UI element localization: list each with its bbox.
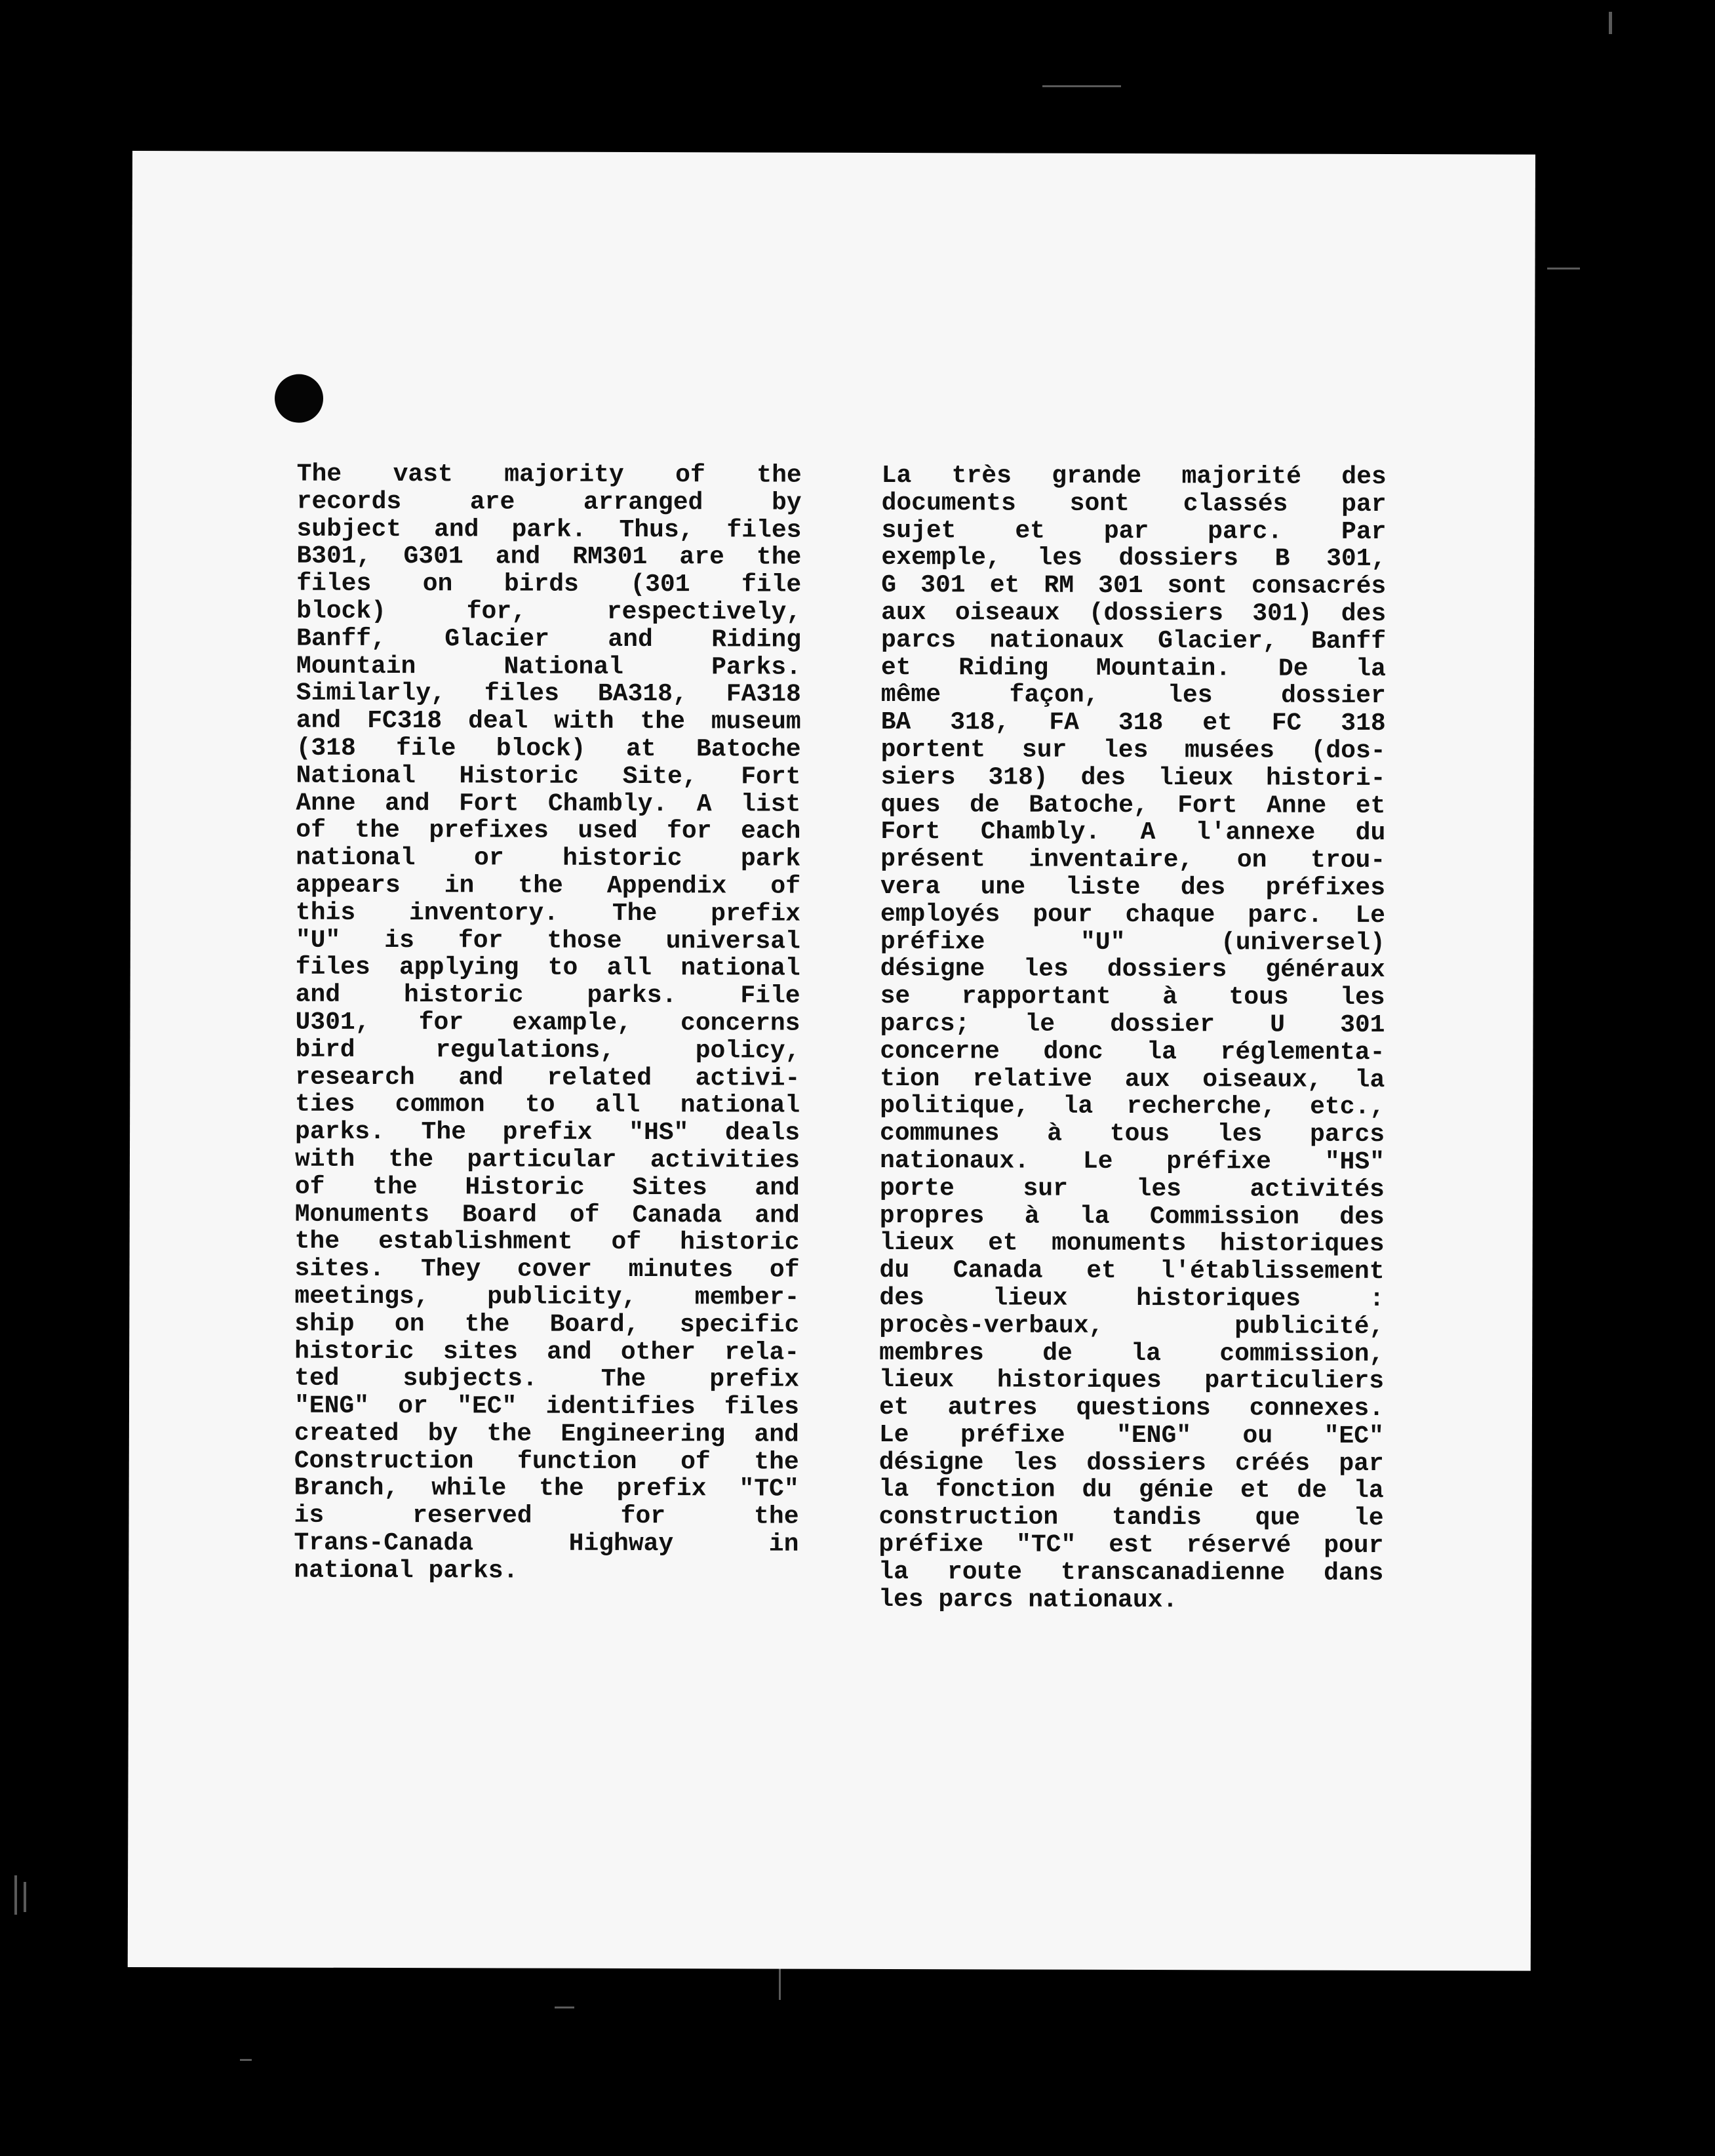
text-line: and FC318 deal with the museum (296, 706, 801, 736)
text-line: désigne les dossiers généraux (880, 955, 1385, 985)
text-line: Anne and Fort Chambly. A list (296, 789, 801, 819)
text-line: Fort Chambly. A l'annexe du (880, 818, 1386, 848)
text-line: et Riding Mountain. De la (880, 653, 1386, 683)
text-line: sites. They cover minutes of (294, 1254, 800, 1285)
text-line: B301, G301 and RM301 are the (296, 542, 802, 572)
text-line: and historic parks. File (295, 980, 800, 1010)
text-line: meetings, publicity, member- (294, 1282, 800, 1312)
text-line: with the particular activities (294, 1145, 800, 1175)
text-line: des lieux historiques : (879, 1283, 1385, 1313)
text-line: research and related activi- (295, 1063, 800, 1093)
text-line: propres à la Commission des (879, 1201, 1385, 1231)
text-line: parcs nationaux Glacier, Banff (880, 626, 1387, 656)
text-line: porte sur les activités (879, 1174, 1385, 1204)
text-line: Similarly, files BA318, FA318 (296, 679, 801, 709)
text-line: ties common to all national (295, 1090, 800, 1120)
text-line: nationaux. Le préfixe "HS" (879, 1146, 1385, 1176)
text-line: présent inventaire, on trou- (880, 845, 1386, 875)
text-line: is reserved for the (294, 1501, 799, 1531)
text-line: Trans-Canada Highway in (294, 1528, 799, 1559)
text-line: The vast majority of the (296, 460, 802, 490)
text-line: the establishment of historic (294, 1227, 800, 1257)
scan-artifact (1042, 85, 1121, 87)
text-line: procès-verbaux, publicité, (879, 1311, 1385, 1341)
text-line: communes à tous les parcs (880, 1119, 1385, 1149)
text-line: politique, la recherche, etc., (880, 1092, 1385, 1122)
text-line: parcs; le dossier U 301 (880, 1009, 1385, 1039)
text-line: "U" is for those universal (295, 926, 800, 956)
text-line: Mountain National Parks. (296, 652, 801, 682)
text-line: of the prefixes used for each (296, 816, 801, 847)
text-line: files applying to all national (295, 953, 800, 984)
scan-artifact (240, 2059, 252, 2061)
text-line: sujet et par parc. Par (881, 516, 1387, 546)
text-line: parks. The prefix "HS" deals (295, 1117, 800, 1148)
text-line: national parks. (294, 1556, 519, 1586)
english-column (294, 461, 801, 1586)
text-line: construction tandis que le (878, 1503, 1384, 1533)
text-line: Le préfixe "ENG" ou "EC" (878, 1420, 1384, 1450)
text-line: du Canada et l'établissement (879, 1256, 1385, 1287)
text-line: tion relative aux oiseaux, la (880, 1064, 1385, 1094)
text-line: Branch, while the prefix "TC" (294, 1474, 799, 1504)
text-line: G 301 et RM 301 sont consacrés (881, 571, 1387, 601)
text-line: exemple, les dossiers B 301, (881, 544, 1387, 574)
scan-artifact (1547, 268, 1580, 270)
text-line: documents sont classés par (881, 489, 1387, 519)
text-line: Monuments Board of Canada and (294, 1200, 800, 1230)
text-line: block) for, respectively, (296, 597, 802, 627)
text-line: préfixe "U" (universel) (880, 927, 1385, 957)
text-line: siers 318) des lieux histori- (880, 763, 1386, 793)
document-page (128, 151, 1535, 1971)
scan-artifact (24, 1882, 26, 1912)
french-column (878, 462, 1387, 1614)
scan-artifact (779, 1967, 781, 2000)
text-line: ted subjects. The prefix (294, 1364, 800, 1394)
text-line: désigne les dossiers créés par (878, 1448, 1384, 1478)
text-line: ship on the Board, specific (294, 1309, 800, 1340)
text-line: BA 318, FA 318 et FC 318 (880, 708, 1386, 738)
text-line: files on birds (301 file (296, 569, 802, 599)
text-line: this inventory. The prefix (295, 898, 801, 928)
text-line: préfixe "TC" est réservé pour (878, 1530, 1384, 1561)
text-line: portent sur les musées (dos- (880, 735, 1386, 765)
text-line: ques de Batoche, Fort Anne et (880, 790, 1386, 820)
scan-artifact (555, 2006, 574, 2008)
text-line: la fonction du génie et de la (878, 1475, 1384, 1506)
text-line: Banff, Glacier and Riding (296, 624, 802, 654)
text-line: national or historic park (296, 843, 801, 873)
text-line: National Historic Site, Fort (296, 761, 801, 791)
text-line: la route transcanadienne dans (878, 1557, 1384, 1587)
text-line: concerne donc la réglementa- (880, 1037, 1385, 1067)
text-line: employés pour chaque parc. Le (880, 900, 1386, 930)
text-line: même façon, les dossier (880, 681, 1386, 711)
text-line: membres de la commission, (879, 1338, 1385, 1368)
text-line: lieux historiques particuliers (879, 1366, 1385, 1396)
text-line: "ENG" or "EC" identifies files (294, 1391, 800, 1422)
text-line: records are arranged by (296, 487, 802, 517)
text-line: se rapportant à tous les (880, 982, 1385, 1012)
text-line: lieux et monuments historiques (879, 1229, 1385, 1259)
text-line: les parcs nationaux. (878, 1585, 1178, 1614)
text-line: U301, for example, concerns (295, 1008, 800, 1038)
text-line: appears in the Appendix of (296, 871, 801, 901)
text-line: La très grande majorité des (881, 461, 1387, 492)
text-line: historic sites and other rela- (294, 1337, 800, 1367)
text-line: aux oiseaux (dossiers 301) des (881, 598, 1387, 628)
scan-artifact (14, 1875, 17, 1915)
text-line: (318 file block) at Batoche (296, 734, 801, 764)
text-line: bird regulations, policy, (295, 1035, 800, 1066)
text-line: subject and park. Thus, files (296, 515, 802, 545)
text-line: vera une liste des préfixes (880, 872, 1386, 902)
scan-artifact (1609, 12, 1612, 34)
text-line: of the Historic Sites and (294, 1172, 800, 1203)
punch-hole (275, 374, 323, 423)
text-line: created by the Engineering and (294, 1419, 799, 1449)
text-line: et autres questions connexes. (878, 1393, 1385, 1424)
text-line: Construction function of the (294, 1447, 799, 1477)
